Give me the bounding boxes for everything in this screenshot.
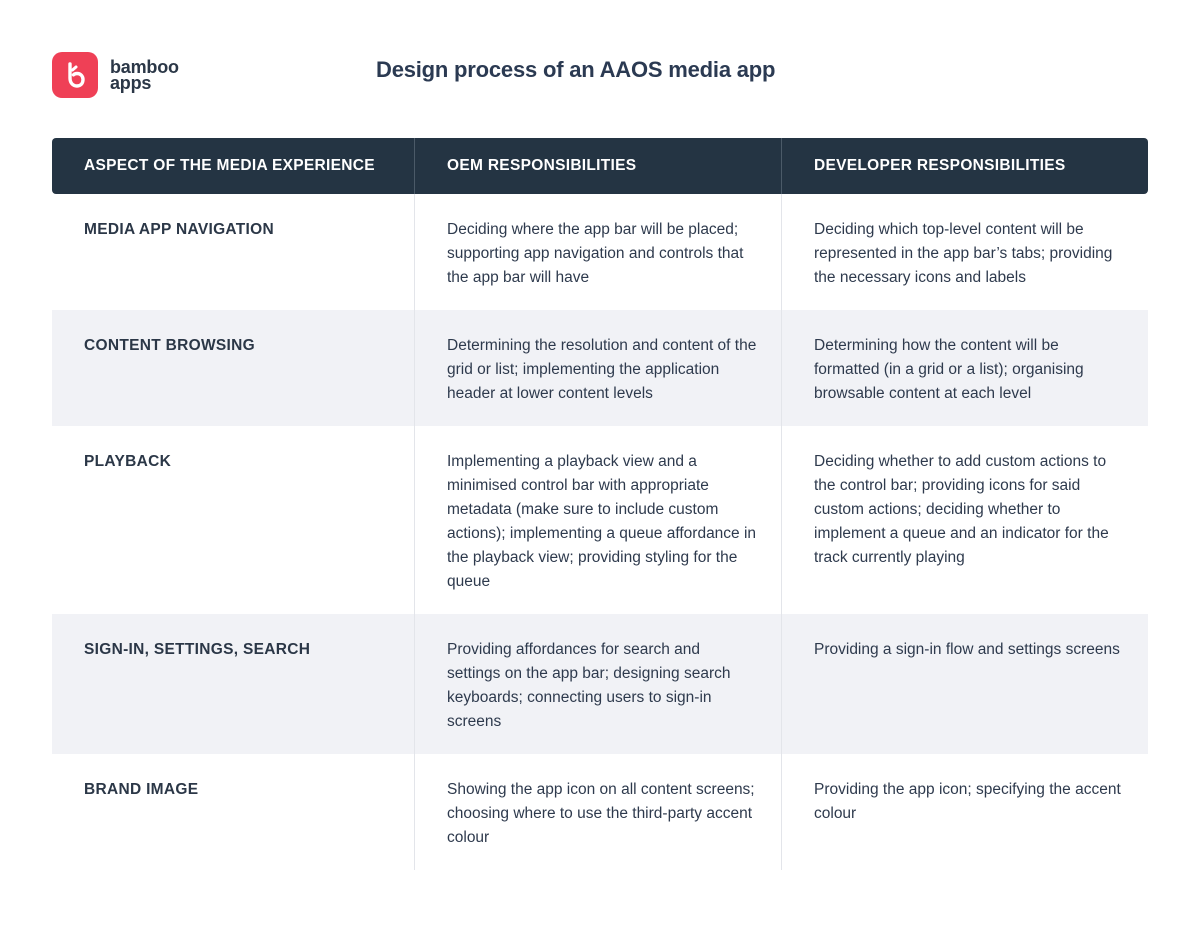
brand-name bbox=[110, 59, 179, 91]
responsibilities-table bbox=[52, 138, 1148, 870]
page-title: Design process of an AAOS media app bbox=[376, 57, 776, 82]
oem-cell: Implementing a playback view and a minimised control bar with appropriate metadata (make sure to include custom actions); implementing a queue affordance in the playback view; providing styling for the queue bbox=[415, 426, 782, 614]
brand-logo bbox=[52, 52, 179, 98]
header-developer: DEVELOPER RESPONSIBILITIES bbox=[814, 157, 1066, 174]
oem-cell: Showing the app icon on all content screens; choosing where to use the third-party accent colour bbox=[415, 754, 782, 870]
oem-cell: Determining the resolution and content of the grid or list; implementing the application header at lower content levels bbox=[415, 310, 782, 426]
aspect-cell: BRAND IMAGE bbox=[52, 754, 415, 870]
table-row bbox=[52, 194, 1148, 310]
oem-cell: Deciding where the app bar will be placed; supporting app navigation and controls that the app bar will have bbox=[415, 194, 782, 310]
developer-cell: Providing the app icon; specifying the accent colour bbox=[814, 781, 1121, 822]
header-oem: OEM RESPONSIBILITIES bbox=[415, 138, 782, 194]
table-row bbox=[52, 614, 1148, 754]
bamboo-logo-icon bbox=[52, 52, 98, 98]
aspect-cell: PLAYBACK bbox=[52, 426, 415, 614]
aspect-cell: CONTENT BROWSING bbox=[52, 310, 415, 426]
developer-cell: Deciding whether to add custom actions to the control bar; providing icons for said custom actions; deciding whether to implement a queue and an indicator for the track currently playing bbox=[814, 453, 1109, 566]
table-row bbox=[52, 426, 1148, 614]
brand-name-line1: bamboo bbox=[110, 57, 179, 77]
brand-name-line2: apps bbox=[110, 73, 152, 93]
header-aspect: ASPECT OF THE MEDIA EXPERIENCE bbox=[52, 138, 415, 194]
table-header bbox=[52, 138, 1148, 194]
aspect-cell: MEDIA APP NAVIGATION bbox=[52, 194, 415, 310]
table-row bbox=[52, 310, 1148, 426]
table-row bbox=[52, 754, 1148, 870]
developer-cell: Deciding which top-level content will be represented in the app bar’s tabs; providing the necessary icons and labels bbox=[814, 221, 1113, 286]
aspect-cell: SIGN-IN, SETTINGS, SEARCH bbox=[52, 614, 415, 754]
developer-cell: Providing a sign-in flow and settings screens bbox=[814, 641, 1120, 658]
developer-cell: Determining how the content will be formatted (in a grid or a list); organising browsable content at each level bbox=[814, 337, 1084, 402]
oem-cell: Providing affordances for search and settings on the app bar; designing search keyboards; connecting users to sign-in screens bbox=[415, 614, 782, 754]
